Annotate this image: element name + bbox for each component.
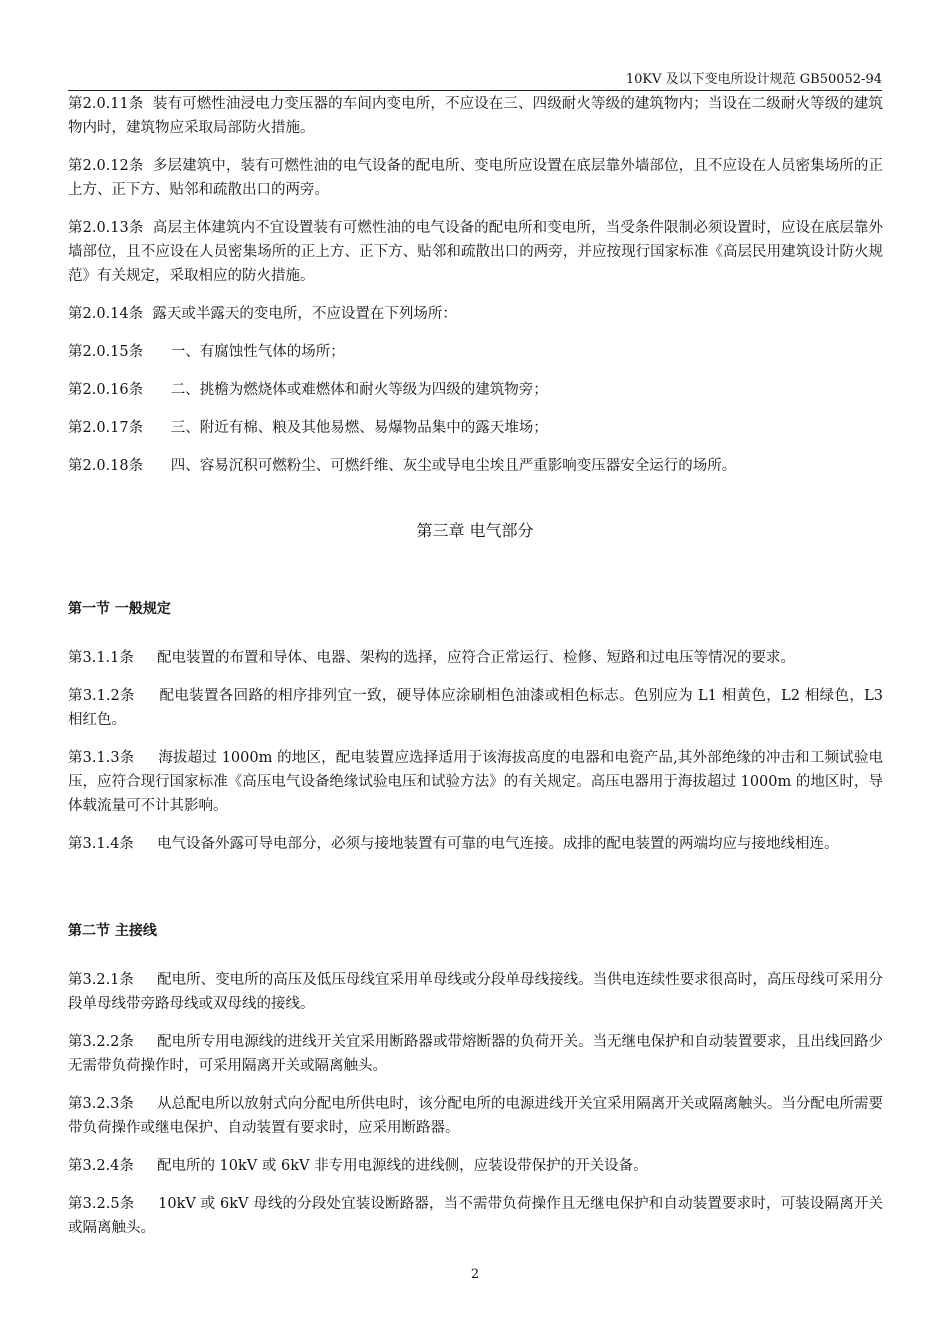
clause-number: 第3.2.5条 [68, 1196, 135, 1212]
header-title: 10KV 及以下变电所设计规范 GB50052-94 [625, 72, 882, 87]
clause [68, 1092, 883, 1140]
clause [68, 340, 883, 364]
clause-text: 装有可燃性油浸电力变压器的车间内变电所，不应设在三、四级耐火等级的建筑物内；当设在二级耐火等级的建筑物内时，建筑物应采取局部防火措施。 [68, 96, 884, 136]
clause [68, 454, 883, 478]
clause-number: 第2.0.12条 [68, 158, 144, 174]
clause-text: 露天或半露天的变电所，不应设置在下列场所： [152, 306, 457, 322]
clause-text: 海拔超过 1000m 的地区，配电装置应选择适用于该海拔高度的电器和电瓷产品,其外部绝缘的冲击和工频试验电压，应符合现行国家标准《高压电气设备绝缘试验电压和试验方法》的有关规定。高压电器用于海拔超过 1000m 的地区时，导体载流量可不计其影响。 [68, 750, 883, 814]
clause [68, 1154, 883, 1178]
clause-number: 第3.1.1条 [68, 650, 134, 666]
clause-number: 第3.2.1条 [68, 972, 134, 988]
clause [68, 154, 883, 202]
clause [68, 1192, 883, 1240]
clause-number: 第3.1.2条 [68, 688, 135, 704]
clause-number: 第2.0.11条 [68, 96, 144, 112]
page-number: 2 [470, 1267, 480, 1282]
clause-number: 第2.0.18条 [68, 458, 144, 474]
chapter-title: 第三章 电气部分 [416, 521, 534, 540]
clause [68, 92, 883, 140]
section-main-wiring [68, 920, 883, 1240]
section-title: 第二节 主接线 [68, 923, 157, 939]
clause-text: 配电装置各回路的相序排列宜一致，硬导体应涂刷相色油漆或相色标志。色别应为 L1 相黄色，L2 相绿色，L3 相红色。 [68, 688, 883, 728]
clause [68, 302, 883, 326]
section-items [68, 968, 883, 1240]
clause-number: 第2.0.15条 [68, 344, 144, 360]
clause-number: 第3.1.4条 [68, 836, 134, 852]
clause-text: 配电装置的布置和导体、电器、架构的选择，应符合正常运行、检修、短路和过电压等情况的要求。 [156, 650, 795, 666]
clause-number: 第2.0.17条 [68, 420, 144, 436]
clause-number: 第2.0.13条 [68, 220, 144, 236]
clause-text: 配电所专用电源线的进线开关宜采用断路器或带熔断器的负荷开关。当无继电保护和自动装置要求，且出线回路少无需带负荷操作时，可采用隔离开关或隔离触头。 [68, 1034, 883, 1074]
clause-text: 一、有腐蚀性气体的场所； [170, 344, 345, 360]
clause-text: 配电所的 10kV 或 6kV 非专用电源线的进线侧，应装设带保护的开关设备。 [156, 1158, 648, 1174]
clause [68, 832, 883, 856]
clause [68, 968, 883, 1016]
page-header [68, 72, 882, 91]
clause-text: 10kV 或 6kV 母线的分段处宜装设断路器，当不需带负荷操作且无继电保护和自动装置要求时，可装设隔离开关或隔离触头。 [68, 1196, 883, 1236]
clause [68, 684, 883, 732]
clause-text: 三、附近有棉、粮及其他易燃、易爆物品集中的露天堆场； [170, 420, 548, 436]
section-title: 第一节 一般规定 [68, 601, 171, 617]
clause-text: 高层主体建筑内不宜设置装有可燃性油的电气设备的配电所和变电所，当受条件限制必须设置时，应设在底层靠外墙部位，且不应设在人员密集场所的正上方、正下方、贴邻和疏散出口的两旁，并应按现行国家标准《高层民用建筑设计防火规范》有关规定，采取相应的防火措施。 [68, 220, 884, 284]
clause-number: 第3.1.3条 [68, 750, 135, 766]
clause-text: 多层建筑中，装有可燃性油的电气设备的配电所、变电所应设置在底层靠外墙部位，且不应设在人员密集场所的正上方、正下方、贴邻和疏散出口的两旁。 [68, 158, 884, 198]
section-general [68, 598, 883, 856]
clause-text: 电气设备外露可导电部分，必须与接地装置有可靠的电气连接。成排的配电装置的两端均应与接地线相连。 [156, 836, 839, 852]
clause [68, 746, 883, 818]
clause-number: 第2.0.16条 [68, 382, 144, 398]
clause-number: 第3.2.2条 [68, 1034, 134, 1050]
clause-text: 配电所、变电所的高压及低压母线宜采用单母线或分段单母线接线。当供电连续性要求很高时，高压母线可采用分段单母线带旁路母线或双母线的接线。 [68, 972, 883, 1012]
clause [68, 416, 883, 440]
section-items [68, 646, 883, 856]
clause-text: 二、挑檐为燃烧体或难燃体和耐火等级为四级的建筑物旁； [170, 382, 548, 398]
clause [68, 1030, 883, 1078]
clause-number: 第3.2.3条 [68, 1096, 134, 1112]
clause [68, 646, 883, 670]
clause-text: 四、容易沉积可燃粉尘、可燃纤维、灰尘或导电尘埃且严重影响变压器安全运行的场所。 [170, 458, 737, 474]
clause [68, 378, 883, 402]
clause-number: 第2.0.14条 [68, 306, 144, 322]
block-2-0 [68, 92, 883, 478]
clause-number: 第3.2.4条 [68, 1158, 134, 1174]
clause [68, 216, 883, 288]
clause-text: 从总配电所以放射式向分配电所供电时，该分配电所的电源进线开关宜采用隔离开关或隔离触头。当分配电所需要带负荷操作或继电保护、自动装置有要求时，应采用断路器。 [68, 1096, 883, 1136]
